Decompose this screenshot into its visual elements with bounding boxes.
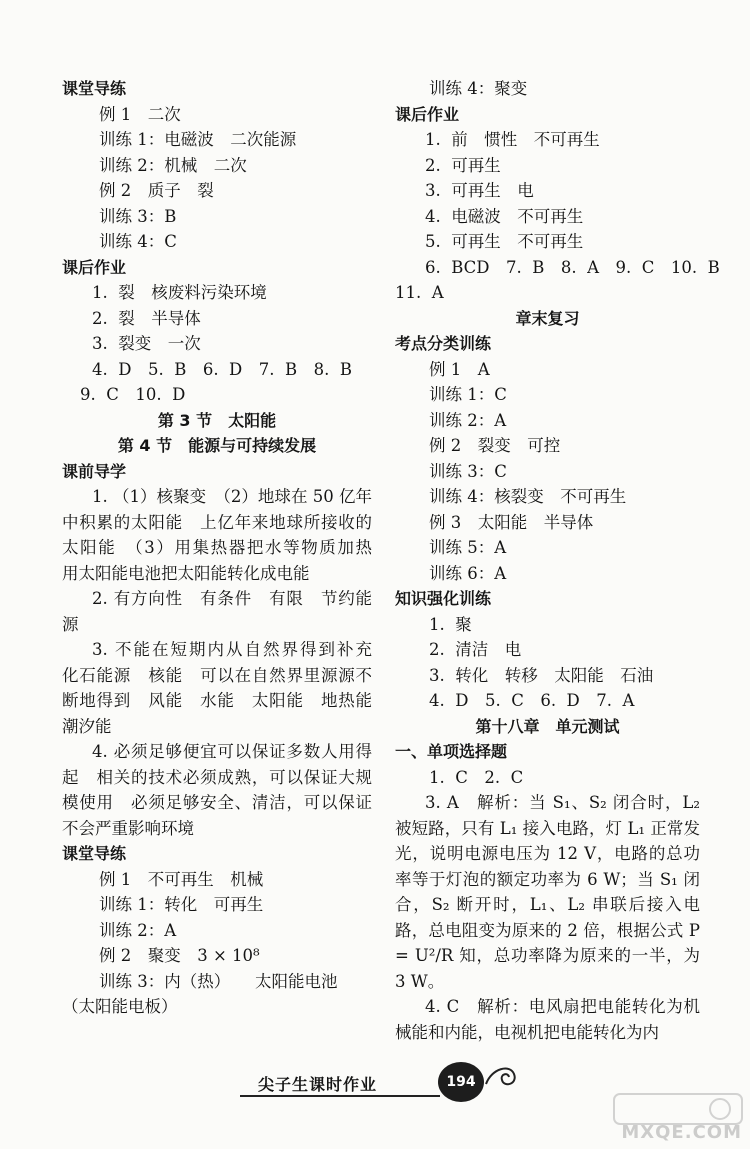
answer-line: 例 1 二次 [99,104,181,124]
answer-line: 训练 3：内（热） 太阳能电池 [99,971,338,991]
answer-line: 训练 1：转化 可再生 [99,895,264,914]
section-title: 第 3 节 太阳能 [157,410,277,430]
answer-line: 训练 4：聚变 [429,79,528,98]
answer-line: 1. 裂 核废料污染环境 [92,283,267,302]
answer-line: 2. 裂 半导体 [92,308,201,328]
answer-line: 4. 电磁波 不可再生 [425,206,584,226]
page-footer [240,1066,540,1106]
right-column [395,76,720,1045]
answer-paragraph: 3. 不能在短期内从自然界得到补充 化石能源 核能 可以在自然界里源源不断地得到 风能 水能 太阳能 地热能 潮汐能 [62,640,389,736]
section-title: 章末复习 [515,308,580,328]
answer-line: 训练 1：电磁波 二次能源 [99,130,297,149]
answer-line: 训练 3：B [99,206,177,226]
answer-line: 4. D 5. B 6. D 7. B 8. B [92,359,352,379]
section-heading: 一、单项选择题 [395,742,508,761]
answer-line: 例 3 太阳能 半导体 [429,512,594,532]
answer-line: 2. 可再生 [425,155,501,175]
answer-line: 4. D 5. C 6. D 7. A [429,691,635,710]
answer-line: 9. C 10. D [80,385,186,404]
answer-paragraph: 4. 必须足够便宜可以保证多数人用得起 相关的技术必须成熟，可以保证大规模使用 必须足够安全、清洁，可以保证不会严重影响环境 [62,742,372,838]
answer-line: 例 2 聚变 3 × 10⁸ [99,946,260,965]
answer-line: 训练 2：机械 二次 [99,155,247,175]
section-title: 第十八章 单元测试 [475,716,620,736]
section-heading: 课堂导练 [62,844,127,863]
answer-line: 训练 2：A [99,920,177,940]
section-title: 第 4 节 能源与可持续发展 [117,436,317,455]
watermark [610,1090,746,1145]
section-heading: 课后作业 [62,257,127,277]
section-heading: 考点分类训练 [395,334,492,353]
answer-line: 2. 清洁 电 [429,640,522,659]
answer-line: 例 2 裂变 可控 [429,436,561,455]
answer-line: （太阳能电板） [62,997,178,1016]
answer-line: 6. BCD 7. B 8. A 9. C 10. B [425,257,720,277]
answer-line: 训练 6：A [429,563,507,583]
answer-line: 1. C 2. C [429,767,524,787]
answer-line: 3. 裂变 一次 [92,334,201,353]
answer-paragraph: 4. C 解析：电风扇把电能转化为机械能和内能，电视机把电能转化为内 [395,997,700,1042]
section-heading: 课前导学 [62,461,127,481]
answer-paragraph: 3. A 解析：当 S₁、S₂ 闭合时，L₂ 被短路，只有 L₁ 接入电路，灯 L₁ 正常发光，说明电源电压为 12 V，电路的总功率等于灯泡的额定功率为 6 W；当 S₁ 闭合，S₂ 断开时，L₁、L₂ 串联后接入电路，总电阻变为原来的 2 倍，根据公式 P = U²/R 知，总功率降为原来的一半，为 3 W。 [395,793,700,991]
section-heading: 课堂导练 [62,79,127,98]
answer-line: 训练 3：C [429,461,507,481]
answer-line: 例 1 不可再生 机械 [99,869,264,889]
answer-line: 训练 5：A [429,538,507,557]
section-heading: 知识强化训练 [395,589,492,608]
answer-line: 训练 1：C [429,385,507,404]
answer-line: 训练 4：核裂变 不可再生 [429,487,627,506]
answer-line: 3. 转化 转移 太阳能 石油 [429,665,654,685]
footer-title: 尖子生课时作业 [258,1075,378,1094]
answer-paragraph: 2. 有方向性 有条件 有限 节约能源 [62,589,372,634]
answer-line: 1. 聚 [429,614,472,634]
answer-paragraph: 1. （1）核聚变 （2）地球在 50 亿年中积累的太阳能 上亿年来地球所接收的太阳能 （3）用集热器把水等物质加热 用太阳能电池把太阳能转化成电能 [62,487,389,583]
answer-line: 例 1 A [429,359,490,379]
footer-rule [240,1095,440,1097]
answer-line: 1. 前 惯性 不可再生 [425,130,600,149]
page-number: 194 [438,1062,484,1102]
answer-line: 训练 2：A [429,410,507,430]
answer-line: 3. 可再生 电 [425,181,534,200]
answer-line: 11. A [395,283,444,302]
section-heading: 课后作业 [395,104,460,124]
answer-line: 训练 4：C [99,232,177,251]
answer-line: 5. 可再生 不可再生 [425,232,584,251]
left-column [62,76,389,1020]
answer-line: 例 2 质子 裂 [99,181,214,200]
watermark-text: MXQE.COM [621,1122,742,1143]
swirl-ornament-icon [482,1058,522,1098]
